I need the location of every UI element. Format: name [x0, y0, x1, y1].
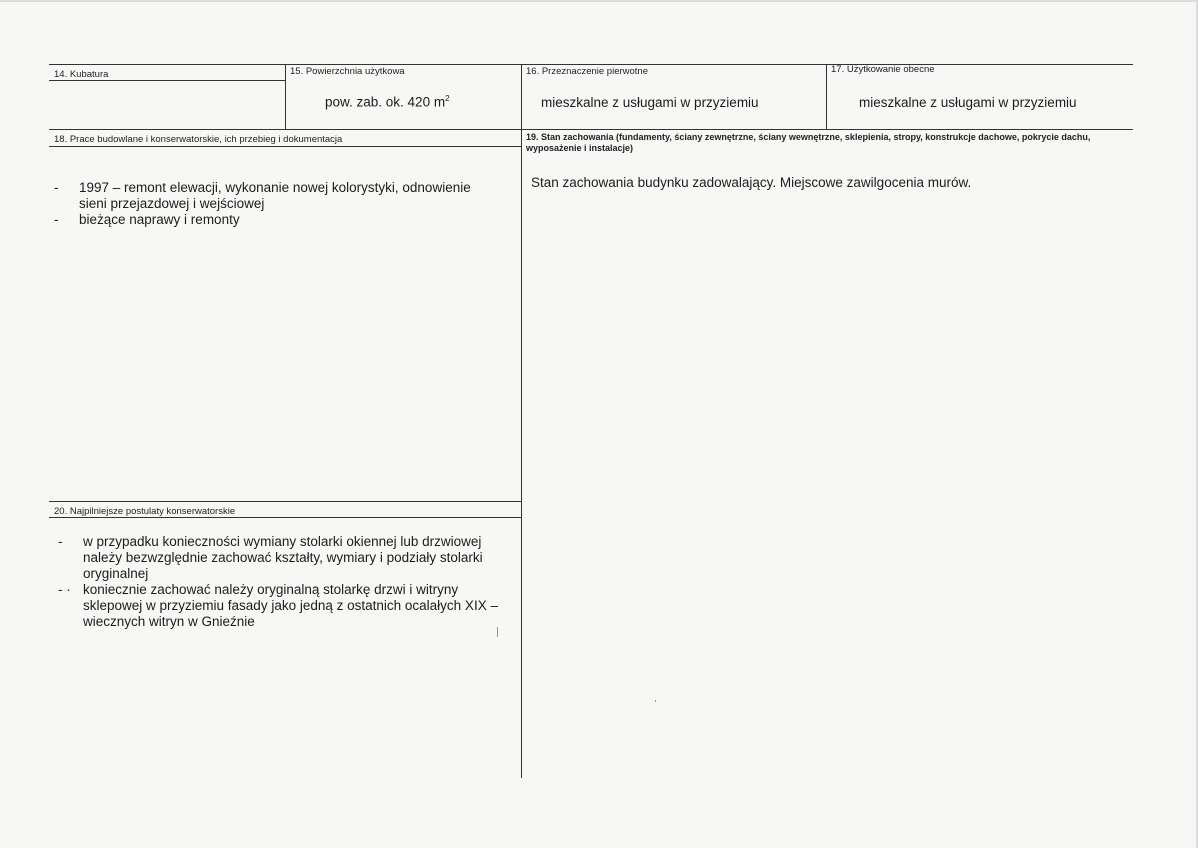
- list-item-text: 1997 – remont elewacji, wykonanie nowej kolorystyki, odnowienie sieni przejazdowej i wejściowej: [79, 180, 471, 211]
- list-item: [58, 534, 508, 582]
- row2-top-line: [49, 129, 1133, 130]
- col-divider-16-17: [826, 64, 827, 129]
- field-20-label: 20. Najpilniejsze postulaty konserwatorskie: [54, 506, 236, 517]
- row3-sub-line: [49, 517, 521, 518]
- field-18-label: 18. Prace budowlane i konserwatorskie, ich przebieg i dokumentacja: [54, 134, 343, 145]
- scan-artifact: [655, 700, 656, 702]
- list-item-text: koniecznie zachować należy oryginalną stolarkę drzwi i witryny sklepowej w przyziemiu fasady jako jedną z ostatnich ocalałych XIX – wiecznych witryn w Gnieźnie: [83, 582, 498, 629]
- list-item-text: w przypadku konieczności wymiany stolarki okiennej lub drzwiowej należy bezwzględnie zachować kształty, wymiary i podziały stolarki oryginalnej: [83, 534, 483, 581]
- field-17-value: mieszkalne z usługami w przyziemiu: [859, 95, 1077, 110]
- field-16-value: mieszkalne z usługami w przyziemiu: [541, 95, 759, 110]
- list-item: [54, 180, 499, 212]
- field-19-value: Stan zachowania budynku zadowalający. Miejscowe zawilgocenia murów.: [531, 175, 972, 190]
- scan-artifact: [497, 627, 498, 637]
- col-divider-14-15: [285, 64, 286, 129]
- field-14-label: 14. Kubatura: [54, 69, 109, 80]
- field-17-label: 17. Użytkowanie obecne: [831, 64, 935, 75]
- field-18-list: [54, 180, 499, 228]
- field-16-label: 16. Przeznaczenie pierwotne: [526, 66, 648, 77]
- field-15-value-sup: 2: [445, 94, 450, 103]
- row2-sub-line-left: [49, 146, 521, 147]
- list-item: [54, 212, 499, 228]
- list-dash: -: [54, 180, 59, 195]
- list-dash: -: [54, 212, 59, 227]
- row1-top-line: [49, 64, 1133, 65]
- list-item-text: bieżące naprawy i remonty: [79, 212, 240, 227]
- list-item: [58, 582, 508, 630]
- field-15-label: 15. Powierzchnia użytkowa: [290, 66, 405, 77]
- list-dash: - ·: [58, 582, 71, 597]
- field-19-label: 19. Stan zachowania (fundamenty, ściany zewnętrzne, ściany wewnętrzne, sklepienia, stropy, konstrukcje dachowe, pokrycie dachu, wyposażenie i instalacje): [526, 132, 1091, 153]
- field-15-value: [325, 94, 450, 110]
- field-20-list: [58, 534, 508, 630]
- col-divider-main: [521, 64, 522, 778]
- row1-sub-line: [49, 80, 285, 81]
- field-15-value-main: pow. zab. ok. 420 m: [325, 94, 446, 110]
- list-dash: -: [58, 534, 63, 549]
- scan-edge-top: [0, 0, 1198, 2]
- row3-top-line: [49, 501, 521, 502]
